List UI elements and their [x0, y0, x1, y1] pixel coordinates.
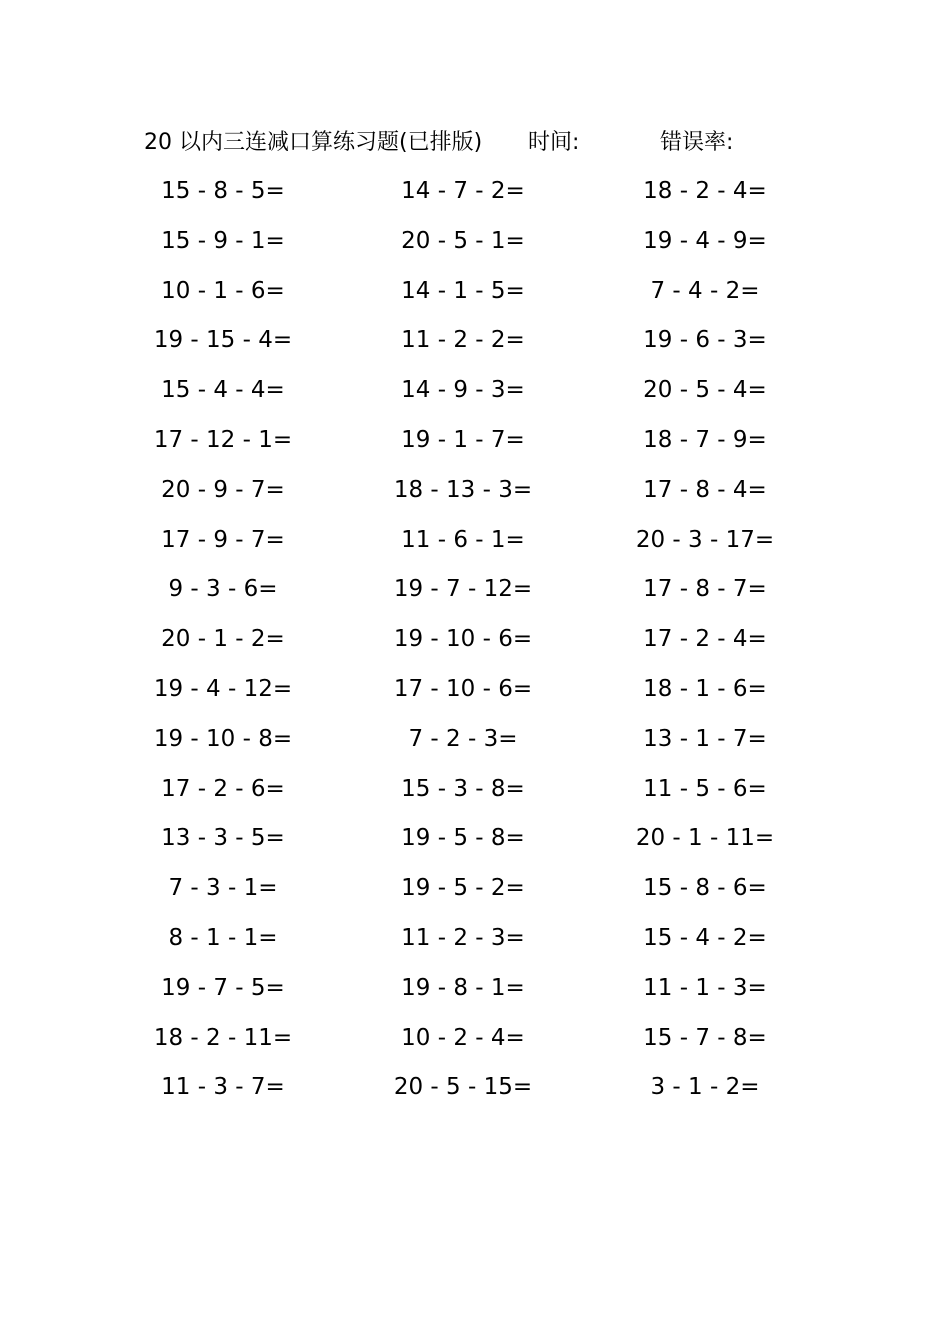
- problem-item: 19 - 5 - 2=: [401, 875, 525, 902]
- problem-item: 15 - 4 - 4=: [161, 377, 285, 404]
- problem-item: 17 - 8 - 7=: [643, 576, 767, 603]
- problem-row: [0, 223, 950, 273]
- problem-item: 7 - 3 - 1=: [168, 875, 278, 902]
- problem-item: 17 - 8 - 4=: [643, 476, 767, 503]
- problem-row: [0, 472, 950, 522]
- problem-item: 19 - 5 - 8=: [401, 825, 525, 852]
- problem-row: [0, 820, 950, 870]
- problem-item: 10 - 2 - 4=: [401, 1024, 525, 1051]
- worksheet-title: 20 以内三连减口算练习题(已排版): [144, 130, 483, 155]
- problem-item: 15 - 8 - 6=: [643, 875, 767, 902]
- problem-item: 14 - 9 - 3=: [401, 377, 525, 404]
- problem-item: 11 - 2 - 3=: [401, 924, 525, 951]
- error-rate-label: 错误率:: [660, 130, 734, 155]
- problem-row: [0, 1069, 950, 1119]
- problem-item: 20 - 5 - 15=: [393, 1074, 533, 1101]
- problem-item: 18 - 2 - 11=: [153, 1024, 293, 1051]
- problem-item: 15 - 8 - 5=: [161, 178, 285, 204]
- problem-item: 13 - 1 - 7=: [643, 725, 767, 752]
- problem-item: 20 - 3 - 17=: [635, 526, 775, 553]
- problem-item: 18 - 7 - 9=: [643, 426, 767, 453]
- problem-item: 19 - 7 - 12=: [393, 576, 533, 603]
- problem-row: [0, 721, 950, 771]
- problem-item: 11 - 1 - 3=: [643, 974, 767, 1001]
- problem-item: 20 - 5 - 4=: [643, 377, 767, 404]
- problem-item: 20 - 5 - 1=: [401, 227, 525, 254]
- problem-item: 15 - 4 - 2=: [643, 924, 767, 951]
- problem-row: [0, 522, 950, 572]
- problem-item: 18 - 13 - 3=: [393, 476, 533, 503]
- problem-item: 7 - 2 - 3=: [408, 725, 518, 752]
- problem-item: 9 - 3 - 6=: [168, 576, 278, 603]
- problem-row: [0, 322, 950, 372]
- time-label: 时间:: [528, 130, 580, 155]
- problem-item: 19 - 1 - 7=: [401, 426, 525, 453]
- problem-item: 19 - 15 - 4=: [153, 327, 293, 354]
- problem-grid: [0, 173, 950, 1119]
- problem-item: 11 - 2 - 2=: [401, 327, 525, 354]
- problem-item: 17 - 2 - 6=: [161, 775, 285, 802]
- problem-row: [0, 422, 950, 472]
- problem-row: [0, 372, 950, 422]
- problem-item: 20 - 9 - 7=: [161, 476, 285, 503]
- problem-row: [0, 621, 950, 671]
- problem-item: 11 - 6 - 1=: [401, 526, 525, 553]
- problem-item: 15 - 9 - 1=: [161, 227, 285, 254]
- problem-item: 19 - 8 - 1=: [401, 974, 525, 1001]
- problem-row: [0, 571, 950, 621]
- worksheet-header: [0, 126, 950, 160]
- problem-item: 20 - 1 - 11=: [635, 825, 775, 852]
- problem-item: 13 - 3 - 5=: [161, 825, 285, 852]
- problem-item: 19 - 4 - 9=: [643, 227, 767, 254]
- problem-item: 17 - 9 - 7=: [161, 526, 285, 553]
- problem-item: 19 - 10 - 6=: [393, 626, 533, 653]
- problem-item: 14 - 7 - 2=: [401, 178, 525, 204]
- problem-row: [0, 920, 950, 970]
- problem-item: 17 - 12 - 1=: [153, 426, 293, 453]
- problem-item: 7 - 4 - 2=: [650, 277, 760, 304]
- problem-item: 14 - 1 - 5=: [401, 277, 525, 304]
- problem-item: 19 - 4 - 12=: [153, 675, 293, 702]
- problem-item: 18 - 1 - 6=: [643, 675, 767, 702]
- problem-item: 18 - 2 - 4=: [643, 178, 767, 204]
- problem-item: 3 - 1 - 2=: [650, 1074, 760, 1101]
- problem-item: 19 - 6 - 3=: [643, 327, 767, 354]
- problem-item: 15 - 3 - 8=: [401, 775, 525, 802]
- problem-item: 19 - 7 - 5=: [161, 974, 285, 1001]
- problem-row: [0, 671, 950, 721]
- problem-item: 11 - 3 - 7=: [161, 1074, 285, 1101]
- problem-row: [0, 273, 950, 323]
- problem-row: [0, 173, 950, 223]
- problem-item: 8 - 1 - 1=: [168, 924, 278, 951]
- problem-item: 17 - 2 - 4=: [643, 626, 767, 653]
- problem-item: 10 - 1 - 6=: [161, 277, 285, 304]
- problem-item: 15 - 7 - 8=: [643, 1024, 767, 1051]
- problem-row: [0, 970, 950, 1020]
- problem-row: [0, 771, 950, 821]
- problem-item: 11 - 5 - 6=: [643, 775, 767, 802]
- problem-row: [0, 870, 950, 920]
- problem-item: 19 - 10 - 8=: [153, 725, 293, 752]
- problem-item: 17 - 10 - 6=: [393, 675, 533, 702]
- problem-row: [0, 1020, 950, 1070]
- problem-item: 20 - 1 - 2=: [161, 626, 285, 653]
